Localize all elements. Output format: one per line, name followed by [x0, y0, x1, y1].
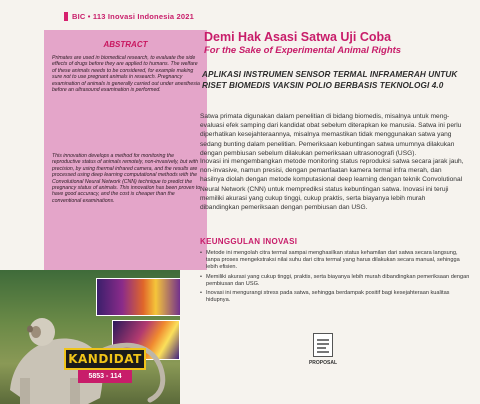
header-text: BIC • 113 Inovasi Indonesia 2021 — [72, 12, 194, 21]
proposal-label: PROPOSAL — [308, 360, 338, 366]
body-paragraph-1: Satwa primata digunakan dalam penelitian di bidang biomedis, misalnya untuk meng-evaluasi efek samping dari kandidat obat sebelum diterapkan ke manusia. Satwa ini perlu diperhatikan kesejahteraannya, misalnya memastikan tidak menggunakan satwa yang sedang bunting dalam penelitian. Pemeriksaan kebuntingan satwa umumnya dilakukan dengan pembiusan sebelum dilakukan pemeriksaan ultrasonografi (USG). — [200, 113, 462, 157]
header — [64, 12, 194, 21]
list-item — [200, 290, 470, 304]
body-paragraph-2: Inovasi ini mengembangkan metode monitoring status reproduksi satwa secara jarak jauh, non-invasive, namun presisi, dengan pemanfaatan kamera termal infra merah, dan hasilnya diolah dengan metode komputasional deep learning dengan teknik Convolutional Neural Network (CNN) untuk memprediksi status kebuntingan satwa. Inovasi ini teruji memiliki akurasi yang cukup tinggi, cukup praktis, serta biayanya lebih murah dibandingkan pemeriksaan dengan pembiusan dan USG. — [200, 158, 464, 212]
badge-number: 5853 - 114 — [78, 370, 132, 383]
header-marker — [64, 12, 68, 21]
document-icon — [313, 333, 333, 357]
list-item — [200, 250, 470, 272]
advantages-title: KEUNGGULAN INOVASI — [200, 237, 298, 246]
bullet-icon: • — [200, 290, 202, 297]
abstract-paragraph-1: Primates are used in biomedical research, to evaluate the side effects of drugs before they are applied to humans. The welfare of these animals needs to be considered, for example making sure not to use pregnant animals in research. Pregnancy examination of animals is generally carried out under anesthesia before an ultrasound examination is performed. — [52, 55, 200, 94]
proposal-link[interactable] — [306, 333, 340, 377]
bullet-icon: • — [200, 250, 202, 256]
advantage-text: Inovasi ini mengurangi stress pada satwa, sehingga berdampak positif bagi kesejahteraan kualitas hidupnya. — [206, 290, 450, 304]
advantage-text: Memiliki akurasi yang cukup tinggi, praktis, serta biayanya lebih murah dibandingkan pemeriksaan dengan pembiusan dan USG. — [206, 273, 470, 287]
subtitle-line-1: APLIKASI INSTRUMEN SENSOR TERMAL INFRAMERAH UNTUK — [202, 70, 458, 79]
candidate-badge — [64, 348, 146, 388]
abstract-paragraph-2: This innovation develops a method for monitoring the reproductive status of animals remotely, non-invasively, but with precision, by using thermal infrared camera, and the results are processed using deep learning computational methods with the Convolutional Neural Network (CNN) technique to predict the pregnancy status of animals. This innovation has been proven to have good accuracy, and the cost is cheaper than the conventional examinations. — [52, 153, 201, 204]
main-title: Demi Hak Asasi Satwa Uji Coba — [204, 30, 392, 44]
badge-title: KANDIDAT — [64, 348, 146, 370]
advantage-text: Metode ini mengolah citra termal sampai menghasilkan status kehamilan dari satwa secara langsung, tanpa proses mengekstraksi nilai suhu dari citra termal yang harus dilakukan secara manual, sehingga lebih efisien. — [206, 250, 460, 271]
list-item — [200, 274, 470, 288]
abstract-title: ABSTRACT — [103, 40, 148, 49]
advantages-list — [200, 250, 470, 306]
bullet-icon: • — [200, 273, 202, 280]
abstract-panel — [44, 30, 207, 270]
english-title: For the Sake of Experimental Animal Rights — [204, 45, 402, 56]
subtitle-line-2: RISET BIOMEDIS VAKSIN POLIO BERBASIS TEKNOLOGI 4.0 — [202, 81, 444, 90]
